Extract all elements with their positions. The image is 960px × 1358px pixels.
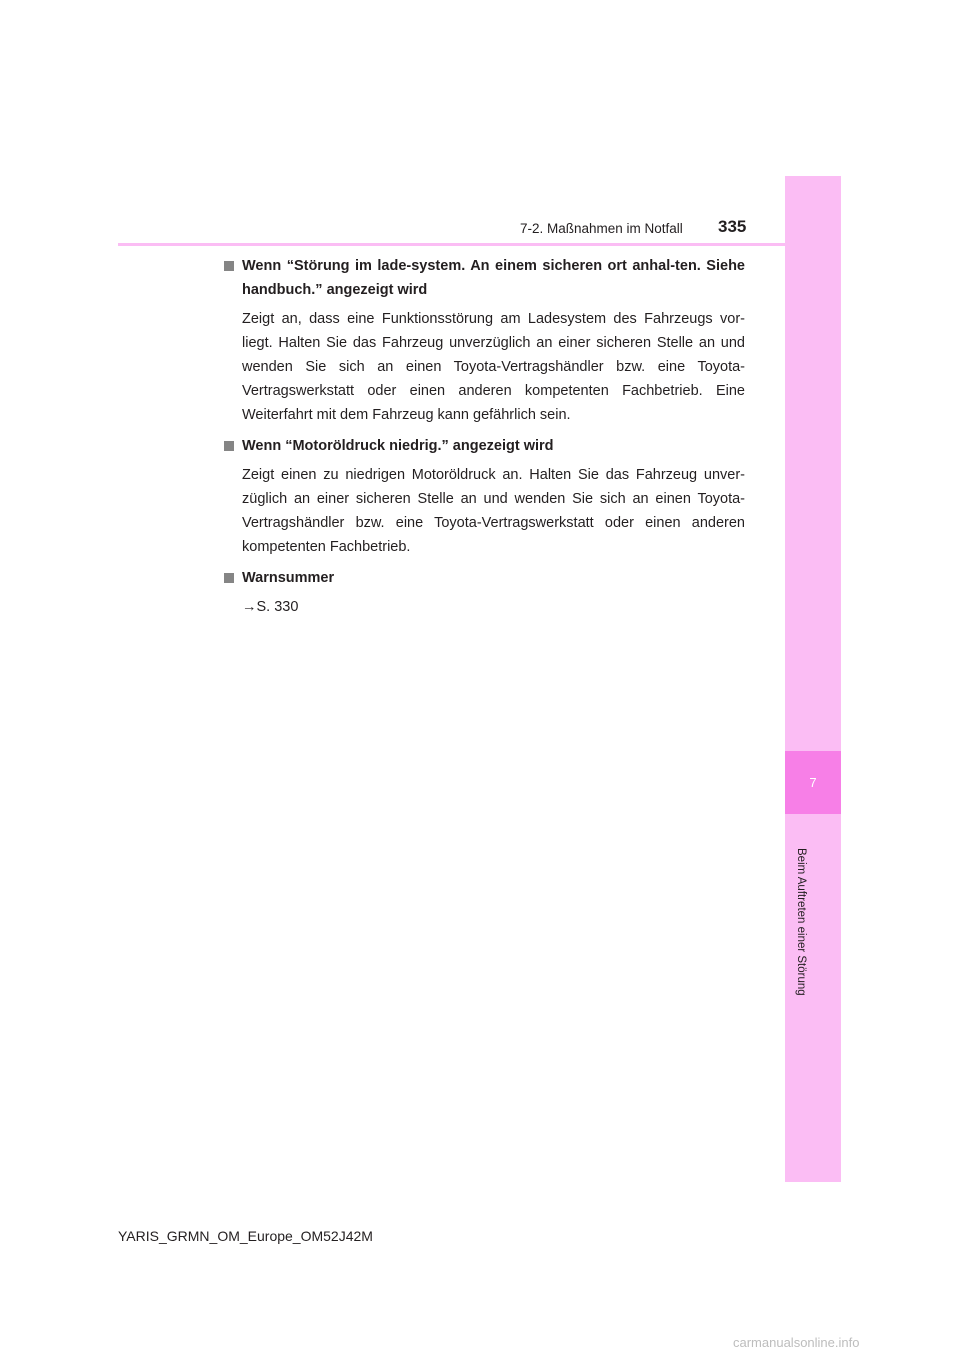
site-watermark: carmanualsonline.info: [733, 1335, 860, 1350]
item-heading: [224, 566, 745, 590]
square-bullet-icon: [224, 261, 234, 271]
square-bullet-icon: [224, 441, 234, 451]
content-item: [224, 434, 745, 559]
chapter-number: 7: [785, 751, 841, 814]
item-heading: [224, 434, 745, 458]
item-heading-text: Warnsummer: [242, 570, 335, 586]
item-heading-text: Wenn “Motoröldruck niedrig.” angezeigt wird: [242, 438, 554, 454]
page-reference-link[interactable]: →S. 330: [242, 599, 299, 615]
content-item: [224, 254, 745, 427]
item-text: Zeigt an, dass eine Funktionsstörung am Ladesystem des Fahrzeugs vor-liegt. Halten Sie das Fahrzeug unverzüglich an einer sicheren Stelle an und wenden Sie sich an einen Toyota-Vertragshändler bzw. eine Toyota-Vertragswerkstatt oder einen anderen kompetenten Fachbetrieb. Eine Weiterfahrt mit dem Fahrzeug kann gefährlich sein.: [242, 311, 745, 423]
header-divider: [118, 243, 841, 246]
item-text: Zeigt einen zu niedrigen Motoröldruck an. Halten Sie das Fahrzeug unver-züglich an einer sicheren Stelle an und wenden Sie sich an einen Toyota-Vertragshändler bzw. eine Toyota-Vertragswerkstatt oder einen anderen kompetenten Fachbetrieb.: [242, 467, 745, 555]
page-content: [224, 254, 745, 626]
item-heading-text: Wenn “Störung im lade-system. An einem sicheren ort anhal-ten. Siehe handbuch.” angezeigt wird: [242, 258, 745, 298]
page-number: 335: [718, 217, 747, 236]
square-bullet-icon: [224, 573, 234, 583]
item-heading: [224, 254, 745, 302]
document-code-footer: YARIS_GRMN_OM_Europe_OM52J42M: [118, 1228, 373, 1244]
chapter-title-text: Beim Auftreten einer Störung: [795, 848, 807, 996]
chapter-title: [785, 848, 841, 1078]
section-title: 7-2. Maßnahmen im Notfall: [520, 221, 683, 236]
chapter-side-tab: [785, 176, 841, 1182]
content-item: [224, 566, 745, 619]
